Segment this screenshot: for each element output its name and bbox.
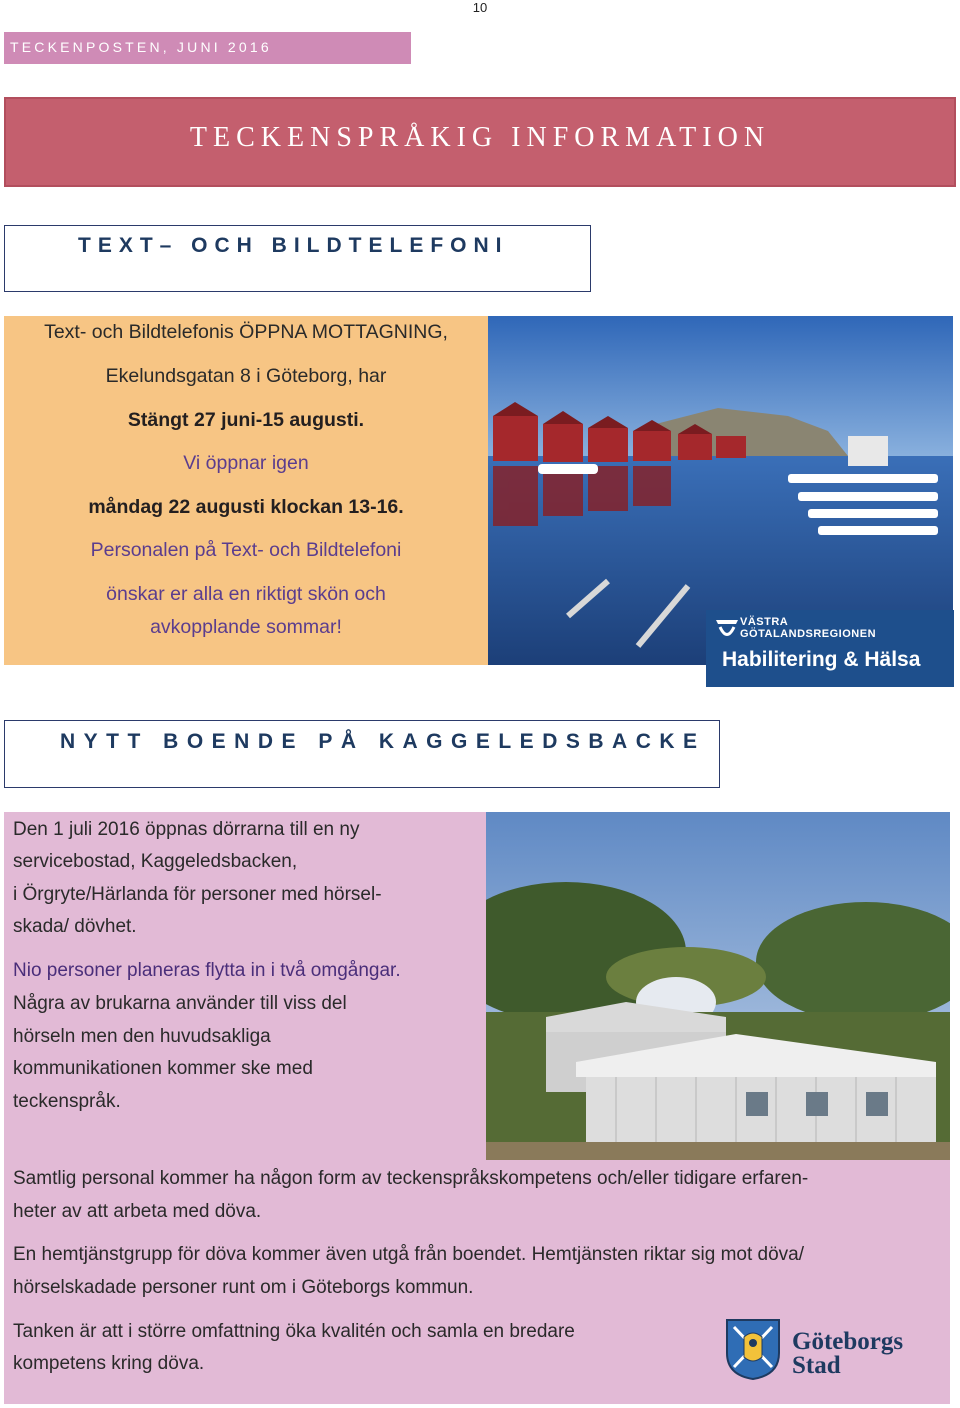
newsletter-header-text: TECKENPOSTEN, JUNI 2016 — [10, 39, 272, 55]
housing-line: Några av brukarna använder till viss del — [13, 993, 347, 1014]
housing-line: heter av att arbeta med döva. — [13, 1201, 262, 1222]
info-line: avkopplande sommar! — [150, 616, 342, 638]
housing-line: Nio personer planeras flytta in i två omgångar. — [13, 960, 401, 981]
info-line-closed-dates: Stängt 27 juni-15 augusti. — [127, 409, 365, 431]
section1-heading: TEXT– OCH BILDTELEFONI — [78, 234, 509, 257]
section2-heading: NYTT BOENDE PÅ KAGGELEDSBACKE — [60, 730, 706, 753]
vgr-emblem-icon — [712, 614, 742, 644]
housing-line: skada/ dövhet. — [13, 916, 137, 937]
info-line: Vi öppnar igen — [183, 452, 309, 474]
info-line: Personalen på Text- och Bildtelefoni — [90, 539, 402, 561]
housing-line: En hemtjänstgrupp för döva kommer även utgå från boendet. Hemtjänsten riktar sig mot döva/ — [13, 1244, 805, 1265]
goteborgs-stad-logo-text: Göteborgs Stad — [792, 1328, 904, 1379]
info-line-reopen-date: måndag 22 augusti klockan 13-16. — [88, 496, 404, 518]
housing-line: Samtlig personal kommer ha någon form av teckenspråkskompetens och/eller tidigare erfaren- — [13, 1168, 809, 1189]
housing-line: kommunikationen kommer ske med — [13, 1058, 313, 1079]
page-title: TECKENSPRÅKIG INFORMATION — [189, 122, 771, 153]
info-line: Text- och Bildtelefonis ÖPPNA MOTTAGNING, — [44, 321, 448, 343]
housing-line: hörseln men den huvudsakliga — [13, 1026, 271, 1047]
vgr-logo-text-bottom: Habilitering & Hälsa — [722, 648, 921, 671]
housing-line: servicebostad, Kaggeledsbacken, — [13, 851, 298, 872]
housing-line: hörselskadade personer runt om i Göteborgs kommun. — [13, 1277, 474, 1298]
housing-line: kompetens kring döva. — [13, 1353, 205, 1374]
housing-line: Tanken är att i större omfattning öka kvalitén och samla en bredare — [13, 1321, 575, 1342]
info-line: Ekelundsgatan 8 i Göteborg, har — [105, 365, 387, 387]
housing-line: Den 1 juli 2016 öppnas dörrarna till en ny — [13, 819, 360, 840]
housing-line: i Örgryte/Härlanda för personer med hörsel- — [13, 884, 382, 905]
vgr-logo-text-top: VÄSTRA GÖTALANDSREGIONEN — [740, 616, 877, 640]
housing-line: teckenspråk. — [13, 1091, 121, 1112]
house-photo — [486, 812, 950, 1160]
page-number: 10 — [472, 0, 488, 15]
goteborg-coat-of-arms-icon — [724, 1317, 782, 1381]
info-line: önskar er alla en riktigt skön och — [106, 583, 386, 605]
